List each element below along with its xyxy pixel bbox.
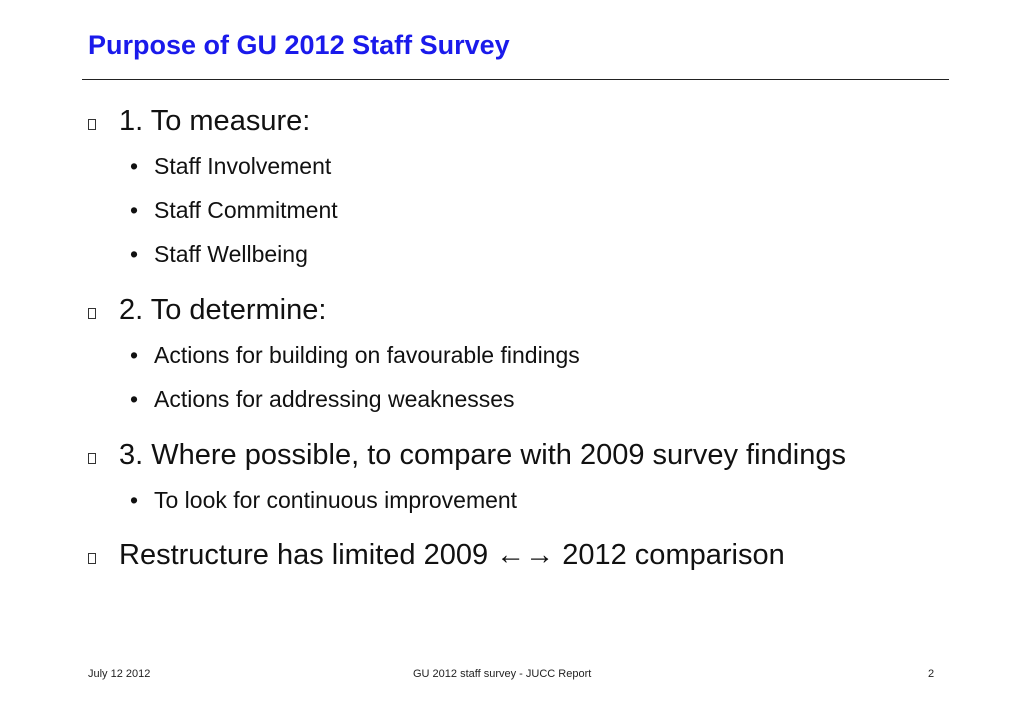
page-number: 2: [928, 668, 935, 680]
checkbox-bullet-icon: [88, 553, 96, 564]
bullet-icon: •: [130, 153, 139, 179]
sub-point-text: Actions for addressing weaknesses: [154, 386, 515, 412]
bullet-icon: •: [130, 342, 139, 368]
title-divider: [82, 79, 949, 80]
checkbox-bullet-icon: [88, 453, 96, 464]
point-1-text: 1. To measure:: [119, 105, 311, 137]
point-4-text: Restructure has limited 2009 ←→ 2012 comparison: [119, 539, 785, 571]
footer-date: July 12 2012: [88, 668, 151, 680]
sub-point-text: Staff Involvement: [154, 153, 332, 179]
sub-point-text: Staff Commitment: [154, 197, 338, 223]
sub-point-text: Staff Wellbeing: [154, 241, 308, 267]
checkbox-bullet-icon: [88, 119, 96, 130]
sub-point-text: Actions for building on favourable findings: [154, 342, 580, 368]
bullet-icon: •: [130, 241, 139, 267]
sub-point-text: To look for continuous improvement: [154, 487, 518, 513]
footer-title: GU 2012 staff survey - JUCC Report: [413, 668, 592, 680]
bullet-icon: •: [130, 197, 139, 223]
bullet-icon: •: [130, 386, 139, 412]
slide-title: Purpose of GU 2012 Staff Survey: [88, 30, 510, 60]
point-2-text: 2. To determine:: [119, 294, 327, 326]
point-3-text: 3. Where possible, to compare with 2009 survey findings: [119, 439, 846, 471]
checkbox-bullet-icon: [88, 308, 96, 319]
bullet-icon: •: [130, 487, 139, 513]
